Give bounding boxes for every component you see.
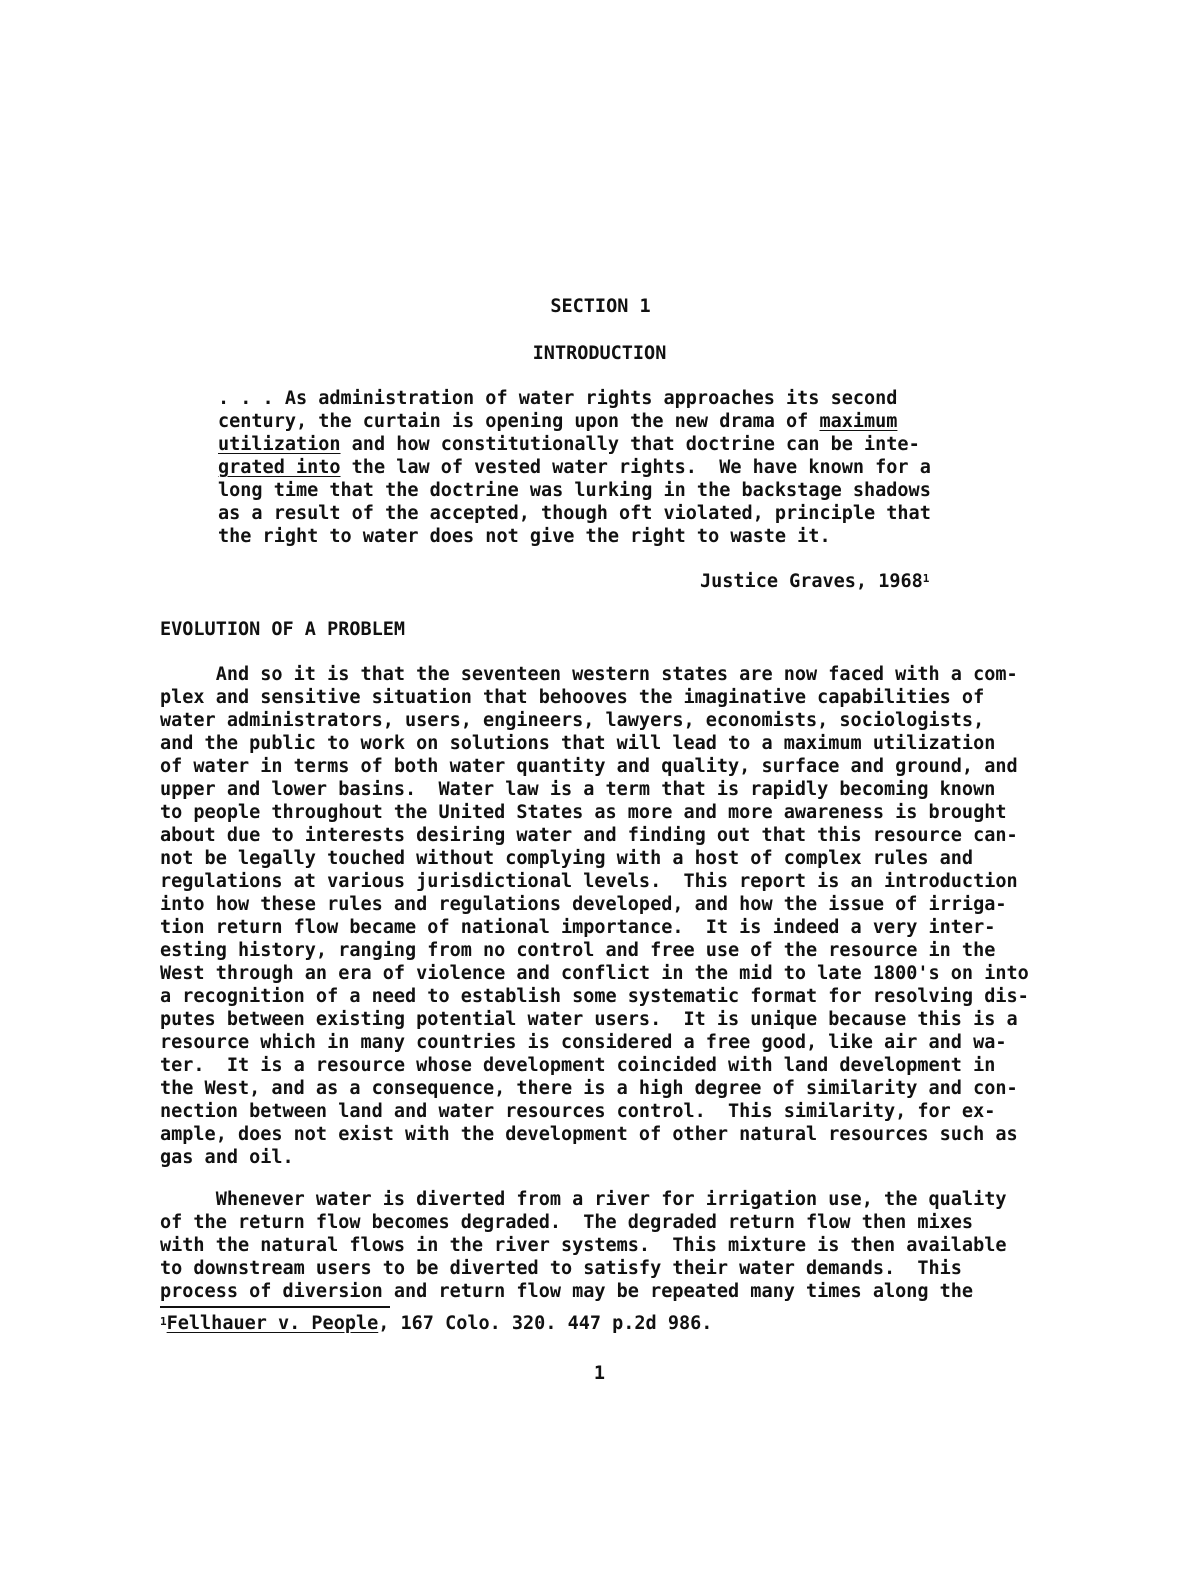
epigraph-quote [218,387,958,548]
footnote-case-name: Fellhauer v. People [166,1313,379,1334]
paragraph-line: and the public to work on solutions that will lead to a maximum utilization [160,733,996,754]
section-title: INTRODUCTION [532,343,667,364]
paragraph-line: esting history, ranging from no control and free use of the resource in the [160,940,996,961]
paragraph-line: plex and sensitive situation that behooves the imaginative capabilities of [160,687,985,708]
epigraph-line: grated into the law of vested water rights. We have known for a [218,457,931,478]
paragraph-line: Whenever water is diverted from a river for irrigation use, the quality [160,1189,1007,1210]
paragraph-line: with the natural flows in the river systems. This mixture is then available [160,1235,1007,1256]
paragraph-line: putes between existing potential water users. It is unique because this is a [160,1009,1018,1030]
subsection-heading: EVOLUTION OF A PROBLEM [160,619,406,640]
body-paragraph [160,1188,1040,1303]
paragraph-line: regulations at various jurisdictional levels. This report is an introduction [160,871,1018,892]
underlined-term: utilization [218,434,341,455]
paragraph-line: ample, does not exist with the development of other natural resources such as [160,1124,1018,1145]
paragraph-line: upper and lower basins. Water law is a term that is rapidly becoming known [160,779,996,800]
page-number: 1 [593,1363,606,1384]
paragraph-line: into how these rules and regulations developed, and how the issue of irriga- [160,894,1007,915]
paragraph-line: And so it is that the seventeen western states are now faced with a com- [160,664,1018,685]
paragraph-line: of water in terms of both water quantity and quality, surface and ground, and [160,756,1018,777]
paragraph-line: West through an era of violence and conflict in the mid to late 1800's on into [160,963,1029,984]
epigraph-line: as a result of the accepted, though oft violated, principle that [218,503,931,524]
paragraph-line: nection between land and water resources control. This similarity, for ex- [160,1101,996,1122]
footnote-citation: , 167 Colo. 320. 447 p.2d 986. [378,1313,713,1334]
paragraph-line: to downstream users to be diverted to satisfy their water demands. This [160,1258,962,1279]
footnote-reference: 1 [922,572,930,585]
paragraph-line: tion return flow became of national importance. It is indeed a very inter- [160,917,996,938]
paragraph-line: about due to interests desiring water and finding out that this resource can- [160,825,1018,846]
paragraph-line: water administrators, users, engineers, lawyers, economists, sociologists, [160,710,985,731]
epigraph-attribution: Justice Graves, 1968$^1$ [700,571,930,592]
paragraph-line: process of diversion and return flow may be repeated many times along the [160,1281,974,1302]
footnote-marker: 1 [160,1315,167,1328]
paragraph-line: gas and oil. [160,1147,294,1168]
footnote [160,1312,712,1335]
footnote-divider [160,1306,390,1308]
paragraph-line: the West, and as a consequence, there is a high degree of similarity and con- [160,1078,1018,1099]
epigraph-line: . . . As administration of water rights approaches its second [218,388,898,409]
paragraph-line: ter. It is a resource whose development coincided with land development in [160,1055,996,1076]
paragraph-line: not be legally touched without complying with a host of complex rules and [160,848,974,869]
underlined-term: grated into [218,457,341,478]
epigraph-line: long time that the doctrine was lurking in the backstage shadows [218,480,931,501]
epigraph-line: the right to water does not give the right to waste it. [218,526,831,547]
underlined-term: maximum [819,411,898,432]
paragraph-line: of the return flow becomes degraded. The degraded return flow then mixes [160,1212,974,1233]
paragraph-line: resource which in many countries is considered a free good, like air and wa- [160,1032,1007,1053]
epigraph-line: century, the curtain is opening upon the new drama of maximum [218,411,898,432]
epigraph-line: utilization and how constitutionally that doctrine can be inte- [218,434,920,455]
body-paragraph [160,663,1040,1169]
paragraph-line: a recognition of a need to establish some systematic format for resolving dis- [160,986,1029,1007]
paragraph-line: to people throughout the United States as more and more awareness is brought [160,802,1007,823]
section-number: SECTION 1 [550,296,651,317]
